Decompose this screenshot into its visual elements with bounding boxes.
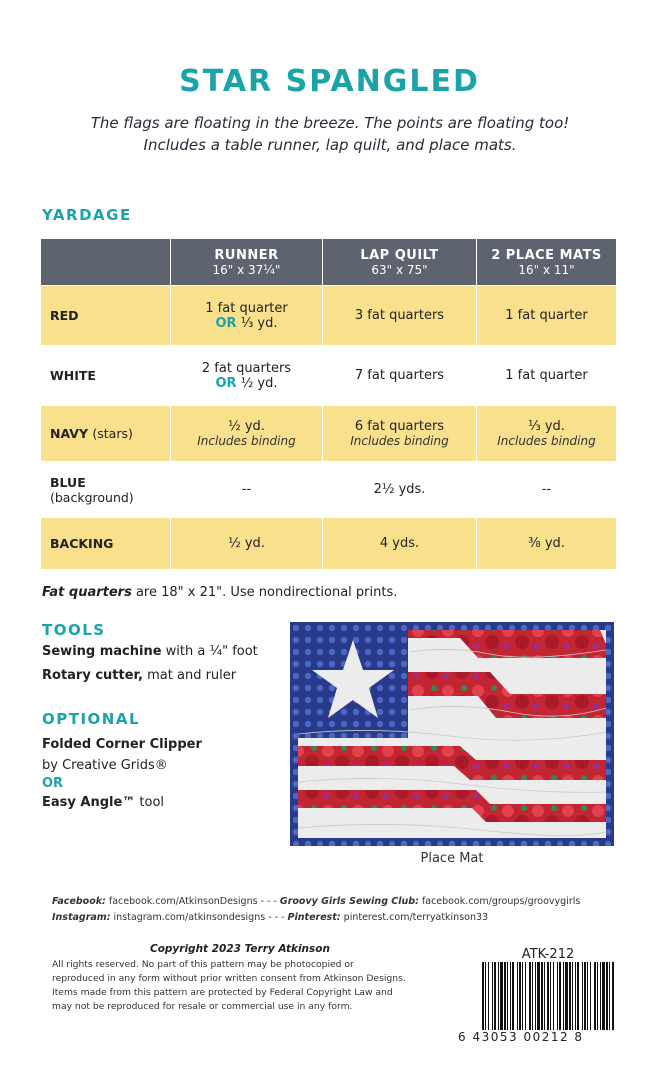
cell-mats: 1 fat quarter (477, 346, 617, 406)
optional-item: Folded Corner Clipper (42, 737, 202, 752)
cell-lap: 7 fat quarters (323, 346, 477, 406)
cell-runner: ½ yd. (171, 518, 323, 570)
fat-quarter-note (42, 585, 397, 600)
cell-mats (477, 406, 617, 462)
subtitle-line: The flags are floating in the breeze. The points are floating too! (90, 114, 570, 132)
binding-note: Includes binding (350, 434, 449, 448)
cell-line: ⅓ yd. (528, 419, 565, 434)
cell-runner (171, 286, 323, 346)
header-blank (41, 239, 171, 286)
row-label: WHITE (41, 346, 171, 406)
cell-line: ½ yd. (228, 419, 265, 434)
header-place-mats (477, 239, 617, 286)
facebook-label: Facebook: (52, 896, 106, 907)
cell-line: 6 fat quarters (354, 419, 445, 434)
cell-runner (171, 346, 323, 406)
optional-item-by: by Creative Grids® (42, 758, 168, 773)
row-label: RED (41, 286, 171, 346)
legal-line: may not be reproduced for resale or commercial use in any form. (52, 1001, 353, 1012)
cell-lap: 3 fat quarters (323, 286, 477, 346)
tool-name: Rotary cutter, (42, 668, 143, 683)
tool-detail: mat and ruler (143, 668, 237, 683)
cell-line: ½ yd. (240, 375, 278, 391)
cell-lap: 2½ yds. (323, 462, 477, 518)
legal-line: reproduced in any form without prior written consent from Atkinson Designs. (52, 973, 406, 984)
pattern-title: STAR SPANGLED (179, 64, 480, 99)
instagram-link[interactable]: instagram.com/atkinsondesigns (113, 912, 266, 923)
tool-item (42, 664, 258, 688)
table-row-blue (41, 462, 617, 518)
pinterest-link[interactable]: pinterest.com/terryatkinson33 (343, 912, 489, 923)
row-label (41, 462, 171, 518)
legal-line: Items made from this pattern are protected by Federal Copyright Law and (52, 987, 393, 998)
tool-detail: with a ¼" foot (161, 644, 258, 659)
separator: - - - (265, 912, 288, 923)
row-label-text: BLUE (50, 474, 86, 490)
row-label-text: NAVY (50, 426, 89, 441)
barcode-icon (478, 962, 618, 1032)
club-link[interactable]: facebook.com/groups/groovygirls (421, 896, 581, 907)
separator: - - - (257, 896, 280, 907)
subtitle-line: Includes a table runner, lap quilt, and place mats. (143, 136, 517, 154)
column-size: 63" x 75" (371, 262, 428, 277)
row-label: BACKING (41, 518, 171, 570)
column-size: 16" x 37¼" (212, 262, 281, 277)
tools-list (42, 640, 258, 688)
row-label-note: (stars) (92, 426, 133, 441)
copyright-heading: Copyright 2023 Terry Atkinson (150, 943, 330, 955)
barcode-number: 6 43053 00212 8 (458, 1030, 584, 1044)
yardage-heading: YARDAGE (42, 206, 132, 224)
table-row-backing (41, 518, 617, 570)
header-lap-quilt (323, 239, 477, 286)
note-bold: Fat quarters (42, 585, 132, 600)
tool-name: Sewing machine (42, 644, 162, 659)
place-mat-quilt-image (290, 622, 614, 846)
cell-line: 1 fat quarter (205, 300, 288, 316)
cell-runner (171, 406, 323, 462)
cell-mats: -- (477, 462, 617, 518)
cell-lap (323, 406, 477, 462)
optional-list (42, 734, 202, 813)
note-text: are 18" x 21". Use nondirectional prints. (131, 585, 398, 600)
cell-line: 2 fat quarters (201, 360, 292, 376)
legal-line: All rights reserved. No part of this pattern may be photocopied or (52, 959, 354, 970)
or-label: OR (42, 776, 64, 791)
yardage-table (40, 238, 617, 570)
column-name: 2 PLACE MATS (491, 247, 602, 263)
or-label: OR (215, 315, 237, 331)
or-label: OR (215, 375, 237, 391)
column-size: 16" x 11" (518, 262, 575, 277)
tools-heading: TOOLS (42, 621, 106, 639)
club-label: Groovy Girls Sewing Club: (279, 896, 419, 907)
header-runner (171, 239, 323, 286)
column-name: LAP QUILT (360, 247, 439, 263)
row-label (41, 406, 171, 462)
image-caption: Place Mat (420, 851, 484, 866)
binding-note: Includes binding (497, 434, 596, 448)
table-row-white (41, 346, 617, 406)
cell-mats: ⅜ yd. (477, 518, 617, 570)
optional-item-detail: tool (135, 795, 165, 810)
cell-lap: 4 yds. (323, 518, 477, 570)
social-links (52, 894, 580, 926)
optional-item: Easy Angle™ (42, 795, 136, 810)
table-row-navy (41, 406, 617, 462)
cell-runner: -- (171, 462, 323, 518)
copyright-text (52, 958, 456, 1014)
column-name: RUNNER (214, 247, 279, 263)
binding-note: Includes binding (197, 434, 296, 448)
instagram-label: Instagram: (52, 912, 111, 923)
optional-heading: OPTIONAL (42, 710, 141, 728)
row-label-note: (background) (50, 489, 134, 505)
cell-line: ⅓ yd. (240, 315, 278, 331)
facebook-link[interactable]: facebook.com/AtkinsonDesigns (108, 896, 258, 907)
table-row-red (41, 286, 617, 346)
cell-mats: 1 fat quarter (477, 286, 617, 346)
tool-item (42, 640, 258, 664)
pinterest-label: Pinterest: (287, 912, 341, 923)
pattern-subtitle (40, 112, 620, 156)
product-sku: ATK-212 (521, 947, 575, 962)
table-header-row (41, 239, 617, 286)
